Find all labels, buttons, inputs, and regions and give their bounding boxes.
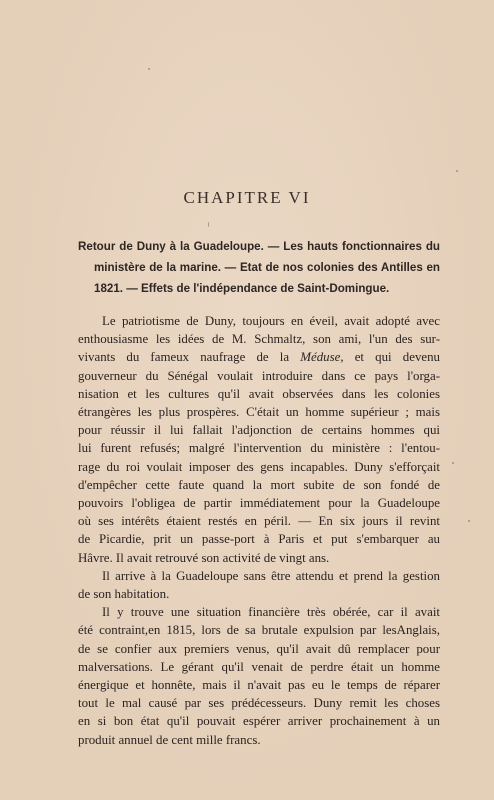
body-text	[78, 312, 440, 749]
text-line	[78, 348, 440, 366]
paper-speck	[456, 170, 458, 172]
italic-title: Méduse,	[300, 350, 344, 365]
text-line: étrangères les plus prospères. C'était un homme supérieur ; mais	[78, 405, 440, 420]
text-line: où ses intérêts étaient restés en péril. — En six jours il revint	[78, 514, 440, 529]
paper-speck	[148, 68, 150, 70]
text-line: produit annuel de cent mille francs.	[78, 732, 261, 747]
text-line: de Picardie, prit un passe-port à Paris et put s'embarquer au	[78, 532, 440, 547]
text-line: pour réussir il lui fallait l'adjonction de certains hommes qui	[78, 423, 440, 438]
text-line: gouverneur du Sénégal voulait introduire dans ce pays l'orga-	[78, 368, 440, 383]
text-line: enthousiasme les idées de M. Schmaltz, son ami, l'un des sur-	[78, 332, 440, 347]
summary-line: 1821. — Effets de l'indépendance de Saint-Domingue.	[94, 282, 390, 295]
text-line: d'empêcher cette faute quand la mort subite de son fondé de	[78, 477, 440, 492]
text-line: de se confier aux premiers venus, qu'il avait dû remplacer pour	[78, 641, 440, 656]
summary-line: ministère de la marine. — Etat de nos colonies des Antilles en	[94, 261, 440, 274]
text-line: nisation et les cultures qu'il avait observées dans les colonies	[78, 386, 440, 401]
text-line: Le patriotisme de Duny, toujours en éveil, avait adopté avec	[102, 314, 440, 328]
text-line: pouvoirs l'obligea de partir immédiatement pour la Guadeloupe	[78, 496, 440, 511]
text-line: malversations. Le gérant qu'il venait de perdre était un homme	[78, 659, 440, 674]
text-line: rage du roi voulait imposer des gens incapables. Duny s'efforçait	[78, 459, 440, 474]
text-line: en si bon état qu'il pouvait espérer arriver prochainement à un	[78, 714, 440, 729]
text-line: de son habitation.	[78, 587, 170, 602]
text-line: été contraint,en 1815, lors de sa brutale expulsion par lesAnglais,	[78, 623, 440, 638]
text-line: tout le mal causé par ses prédécesseurs. Duny remit les choses	[78, 696, 440, 711]
text-line: énergique et honnête, mais il n'avait pas eu le temps de réparer	[78, 678, 440, 693]
chapter-title: CHAPITRE VI	[183, 188, 311, 207]
paper-speck	[452, 462, 454, 464]
text-line: Il y trouve une situation financière très obérée, car il avait	[102, 605, 440, 620]
text-line: Il arrive à la Guadeloupe sans être attendu et prend la gestion	[102, 568, 440, 583]
text-fragment: vivants du fameux naufrage de la	[78, 350, 301, 365]
chapter-summary	[78, 236, 440, 299]
summary-line: Retour de Duny à la Guadeloupe. — Les hauts fonctionnaires du	[78, 240, 440, 253]
text-line: Hâvre. Il avait retrouvé son activité de vingt ans.	[78, 550, 330, 565]
text-line: lui furent refusés; malgré l'intervention du ministère : l'entou-	[78, 441, 440, 456]
paper-speck	[468, 520, 470, 522]
paper-speck	[208, 222, 209, 227]
text-fragment: et qui devenu	[343, 350, 440, 365]
